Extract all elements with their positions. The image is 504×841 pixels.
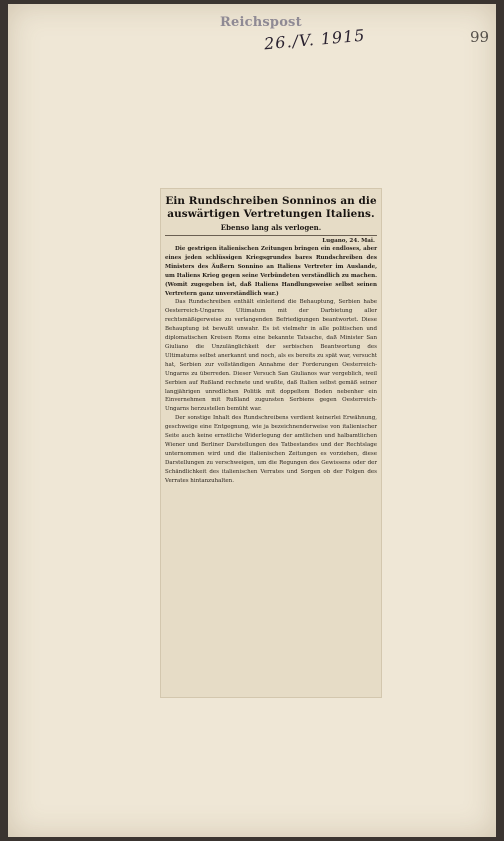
article-paragraph-1: Die gestrigen italienischen Zeitungen bringen ein endloses, aber eines jeden schlüssigen Kriegsgrundes bares Rundschreiben des Ministers des Äußern Sonnino an Italiens Vertreter im Auslande, um Italiens Krieg gegen seine Verbündeten verständlich zu machen. (Womit zugegeben ist, daß Italiens Handlungsweise selbst seinen Vertretern ganz unverständlich war.): [165, 246, 377, 297]
divider: [165, 235, 377, 236]
archive-sheet: [8, 4, 496, 837]
article-paragraph-2: Das Rundschreiben enthält einleitend die Behauptung, Serbien habe Oesterreich-Ungarns Ultimatum mit der Darbietung aller rechtsmäßigerweise zu verlangenden Befriedigungen beantwortet. Diese Behauptung ist bewußt unwahr. Es ist vielmehr in alle politischen und diplomatischen Kreisen Roms eine bekannte Tatsache, daß Minister San Giuliano die Unzulänglichkeit der serbischen Beantwortung des Ultimatums selbst anerkannt und noch, als es bereits zu spät war, versucht hat, Serbien zur vollständigen Annahme der Forderungen Oesterreich-Ungarns zu überreden. Dieser Versuch San Giulianos war vergeblich, weil Serbien auf Rußland rechnete und wußte, daß Italien selbst gemäß seiner langjährigen unredlichen Politik mit doppeltem Boden nebenher ein Einvernehmen mit Rußland zugunsten Serbiens gegen Oesterreich-Ungarns herzustellen bemüht war.: [165, 299, 377, 413]
handwritten-date: 26./V. 1915: [263, 25, 367, 54]
page-number: 99: [470, 28, 490, 46]
article-headline: Ein Rundschreiben Sonninos an die auswärtigen Vertretungen Italiens.: [165, 195, 377, 220]
article-paragraph-3: Der sonstige Inhalt des Rundschreibens verdient keinerlei Erwähnung, geschweige eine Entgegnung, wie ja bezeichnenderweise von italienischer Seite auch keine ernstliche Widerlegung der amtlichen und halbamtlichen Wiener und Berliner Darstellungen des Tatbestandes und der Rechtslage unternommen wird und die italienischen Zeitungen es vorziehen, diese Darstellungen zu verschweigen, um die Regungen des Gewissens oder der Schändlichkeit des italienischen Verrates und Sorgen ob der Folgen des Verrates hintanzuhalten.: [165, 415, 377, 484]
newspaper-stamp: Reichspost: [220, 15, 302, 30]
article-subheadline: Ebenso lang als verlogen.: [220, 223, 322, 232]
newspaper-clipping: [160, 188, 382, 698]
article-dateline: Lugano, 24. Mai.: [322, 238, 375, 244]
